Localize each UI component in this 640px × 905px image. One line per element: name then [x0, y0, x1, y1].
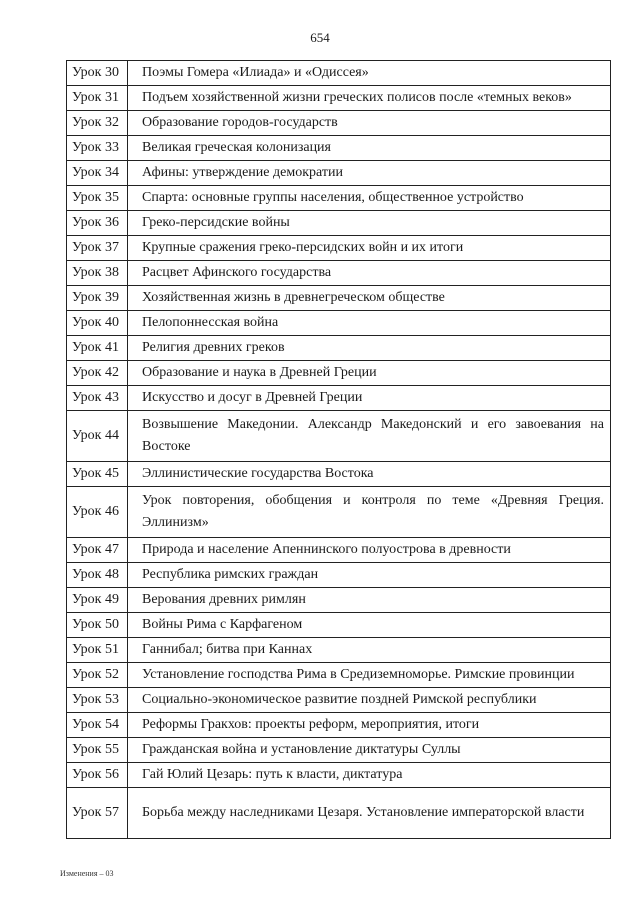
lesson-number: Урок 36 [67, 211, 128, 236]
table-row [67, 261, 611, 286]
lesson-number: Урок 50 [67, 613, 128, 638]
table-row [67, 111, 611, 136]
table-row [67, 286, 611, 311]
lesson-topic: Ганнибал; битва при Каннах [128, 638, 611, 663]
lesson-table [66, 60, 611, 839]
lesson-topic: Природа и население Апеннинского полуострова в древности [128, 538, 611, 563]
lesson-topic: Гай Юлий Цезарь: путь к власти, диктатура [128, 763, 611, 788]
lesson-number: Урок 34 [67, 161, 128, 186]
lesson-topic: Образование городов-государств [128, 111, 611, 136]
lesson-number: Урок 38 [67, 261, 128, 286]
lesson-number: Урок 45 [67, 462, 128, 487]
table-row [67, 538, 611, 563]
lesson-number: Урок 48 [67, 563, 128, 588]
table-row [67, 763, 611, 788]
lesson-number: Урок 46 [67, 487, 128, 538]
lesson-topic: Социально-экономическое развитие поздней Римской республики [128, 688, 611, 713]
lesson-topic: Урок повторения, обобщения и контроля по теме «Древняя Греция. Эллинизм» [128, 487, 611, 538]
lesson-topic: Борьба между наследниками Цезаря. Установление императорской власти [128, 788, 611, 839]
lesson-number: Урок 35 [67, 186, 128, 211]
lesson-number: Урок 42 [67, 361, 128, 386]
table-row [67, 386, 611, 411]
lesson-topic: Гражданская война и установление диктатуры Суллы [128, 738, 611, 763]
table-row [67, 638, 611, 663]
lesson-number: Урок 30 [67, 61, 128, 86]
table-row [67, 563, 611, 588]
lesson-number: Урок 32 [67, 111, 128, 136]
table-row [67, 361, 611, 386]
lesson-topic: Великая греческая колонизация [128, 136, 611, 161]
table-row [67, 236, 611, 261]
lesson-number: Урок 53 [67, 688, 128, 713]
lesson-topic: Образование и наука в Древней Греции [128, 361, 611, 386]
lesson-topic: Возвышение Македонии. Александр Македонский и его завоевания на Востоке [128, 411, 611, 462]
table-row [67, 161, 611, 186]
page-number: 654 [310, 30, 330, 45]
lesson-topic: Пелопоннесская война [128, 311, 611, 336]
lesson-topic: Поэмы Гомера «Илиада» и «Одиссея» [128, 61, 611, 86]
lesson-number: Урок 55 [67, 738, 128, 763]
lesson-topic: Подъем хозяйственной жизни греческих полисов после «темных веков» [128, 86, 611, 111]
table-row [67, 211, 611, 236]
table-row [67, 663, 611, 688]
lesson-number: Урок 57 [67, 788, 128, 839]
lesson-number: Урок 37 [67, 236, 128, 261]
table-row [67, 336, 611, 361]
lesson-topic: Афины: утверждение демократии [128, 161, 611, 186]
lesson-topic: Искусство и досуг в Древней Греции [128, 386, 611, 411]
lesson-number: Урок 49 [67, 588, 128, 613]
lesson-number: Урок 40 [67, 311, 128, 336]
table-row [67, 61, 611, 86]
lesson-topic: Войны Рима с Карфагеном [128, 613, 611, 638]
table-row [67, 688, 611, 713]
lesson-number: Урок 56 [67, 763, 128, 788]
lesson-number: Урок 43 [67, 386, 128, 411]
lesson-topic: Эллинистические государства Востока [128, 462, 611, 487]
lesson-number: Урок 44 [67, 411, 128, 462]
lesson-topic: Реформы Гракхов: проекты реформ, мероприятия, итоги [128, 713, 611, 738]
lesson-topic: Спарта: основные группы населения, общественное устройство [128, 186, 611, 211]
lesson-topic: Греко-персидские войны [128, 211, 611, 236]
lesson-number: Урок 52 [67, 663, 128, 688]
table-row [67, 613, 611, 638]
lesson-number: Урок 47 [67, 538, 128, 563]
table-row [67, 186, 611, 211]
lesson-number: Урок 51 [67, 638, 128, 663]
table-row [67, 738, 611, 763]
lesson-topic: Религия древних греков [128, 336, 611, 361]
table-row [67, 788, 611, 839]
table-row [67, 588, 611, 613]
table-row [67, 713, 611, 738]
lesson-topic: Расцвет Афинского государства [128, 261, 611, 286]
lesson-topic: Верования древних римлян [128, 588, 611, 613]
lesson-topic: Крупные сражения греко-персидских войн и их итоги [128, 236, 611, 261]
lesson-number: Урок 54 [67, 713, 128, 738]
lesson-number: Урок 39 [67, 286, 128, 311]
lesson-number: Урок 31 [67, 86, 128, 111]
table-row [67, 311, 611, 336]
lesson-topic: Хозяйственная жизнь в древнегреческом обществе [128, 286, 611, 311]
table-row [67, 487, 611, 538]
footer-revision: Изменения – 03 [60, 869, 114, 878]
table-row [67, 136, 611, 161]
lesson-number: Урок 33 [67, 136, 128, 161]
lesson-topic: Установление господства Рима в Средиземноморье. Римские провинции [128, 663, 611, 688]
lesson-topic: Республика римских граждан [128, 563, 611, 588]
table-row [67, 411, 611, 462]
table-row [67, 86, 611, 111]
lesson-number: Урок 41 [67, 336, 128, 361]
table-row [67, 462, 611, 487]
